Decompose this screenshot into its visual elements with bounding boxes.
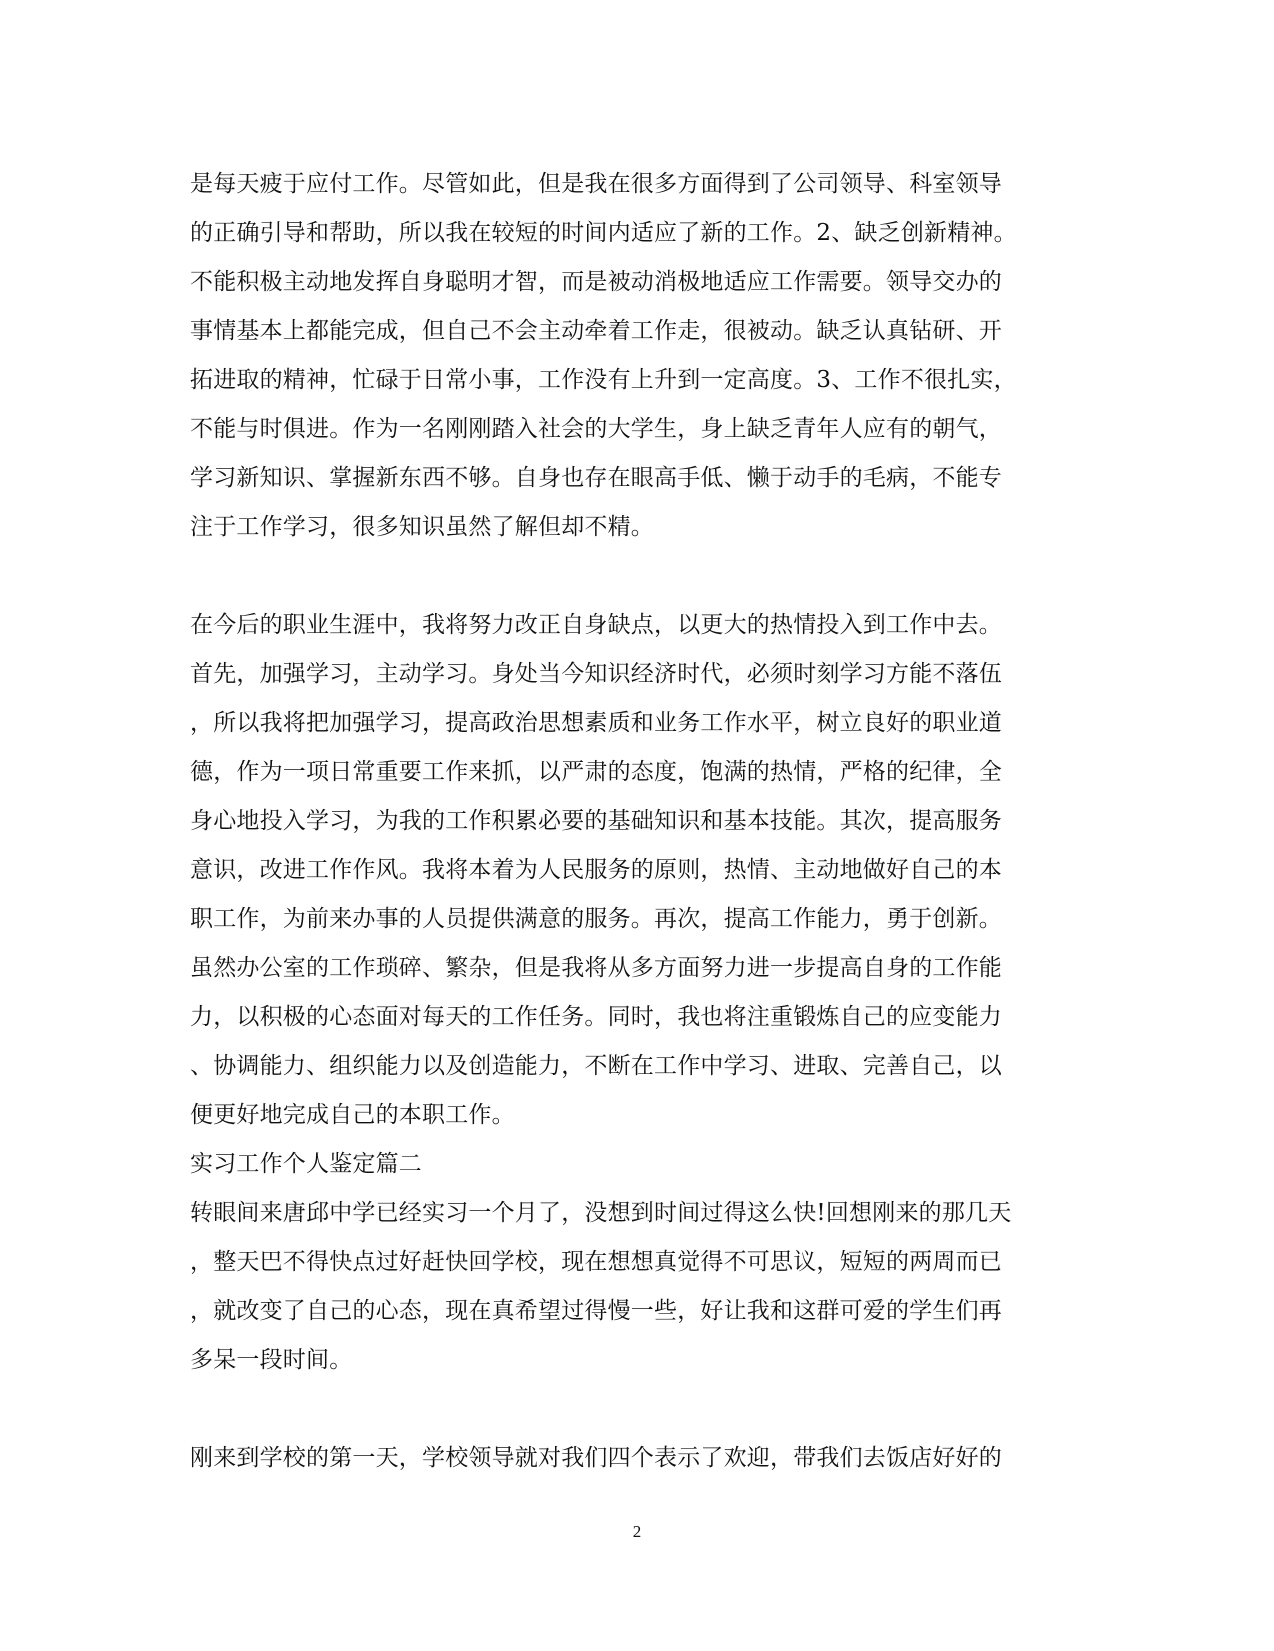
paragraph [190, 160, 1090, 552]
page-number: 2 [632, 1522, 642, 1541]
text-line: ，整天巴不得快点过好赶快回学校，现在想想真觉得不可思议，短短的两周而已 [190, 1249, 1002, 1275]
text-line: 刚来到学校的第一天，学校领导就对我们四个表示了欢迎，带我们去饭店好好的 [190, 1445, 1002, 1471]
text-line: 不能积极主动地发挥自身聪明才智，而是被动消极地适应工作需要。领导交办的 [190, 269, 1002, 295]
paragraph-gap [190, 1385, 1090, 1434]
text-line: 是每天疲于应付工作。尽管如此，但是我在很多方面得到了公司领导、科室领导 [190, 171, 1002, 197]
text-line: 在今后的职业生涯中，我将努力改正自身缺点，以更大的热情投入到工作中去。 [190, 612, 1002, 638]
paragraph [190, 601, 1090, 1140]
text-line: ，就改变了自己的心态，现在真希望过得慢一些，好让我和这群可爱的学生们再 [190, 1298, 1002, 1324]
paragraph [190, 1189, 1090, 1385]
heading-text: 实习工作个人鉴定篇二 [190, 1151, 422, 1177]
paragraph-gap [190, 552, 1090, 601]
text-line: 意识，改进工作作风。我将本着为人民服务的原则，热情、主动地做好自己的本 [190, 857, 1002, 883]
section-heading [190, 1140, 1090, 1189]
text-line: 职工作，为前来办事的人员提供满意的服务。再次，提高工作能力，勇于创新。 [190, 906, 1002, 932]
document-body [190, 160, 1090, 1483]
text-line: 力，以积极的心态面对每天的工作任务。同时，我也将注重锻炼自己的应变能力 [190, 1004, 1002, 1030]
text-line: 身心地投入学习，为我的工作积累必要的基础知识和基本技能。其次，提高服务 [190, 808, 1002, 834]
text-line: 转眼间来唐邱中学已经实习一个月了，没想到时间过得这么快!回想刚来的那几天 [190, 1200, 1012, 1226]
text-line: 的正确引导和帮助，所以我在较短的时间内适应了新的工作。2、缺乏创新精神。 [190, 220, 1017, 246]
text-line: 学习新知识、掌握新东西不够。自身也存在眼高手低、懒于动手的毛病，不能专 [190, 465, 1002, 491]
text-line: 虽然办公室的工作琐碎、繁杂，但是我将从多方面努力进一步提高自身的工作能 [190, 955, 1002, 981]
text-line: 拓进取的精神，忙碌于日常小事，工作没有上升到一定高度。3、工作不很扎实， [190, 367, 1017, 393]
text-line: 便更好地完成自己的本职工作。 [190, 1102, 515, 1128]
text-line: 德，作为一项日常重要工作来抓，以严肃的态度，饱满的热情，严格的纪律，全 [190, 759, 1002, 785]
paragraph [190, 1434, 1090, 1483]
text-line: 首先，加强学习，主动学习。身处当今知识经济时代，必须时刻学习方能不落伍 [190, 661, 1002, 687]
text-line: 不能与时俱进。作为一名刚刚踏入社会的大学生，身上缺乏青年人应有的朝气， [190, 416, 1002, 442]
text-line: ，所以我将把加强学习，提高政治思想素质和业务工作水平，树立良好的职业道 [190, 710, 1002, 736]
text-line: 多呆一段时间。 [190, 1347, 353, 1373]
text-line: 事情基本上都能完成，但自己不会主动牵着工作走，很被动。缺乏认真钻研、开 [190, 318, 1002, 344]
text-line: 、协调能力、组织能力以及创造能力，不断在工作中学习、进取、完善自己，以 [190, 1053, 1002, 1079]
text-line: 注于工作学习，很多知识虽然了解但却不精。 [190, 514, 654, 540]
